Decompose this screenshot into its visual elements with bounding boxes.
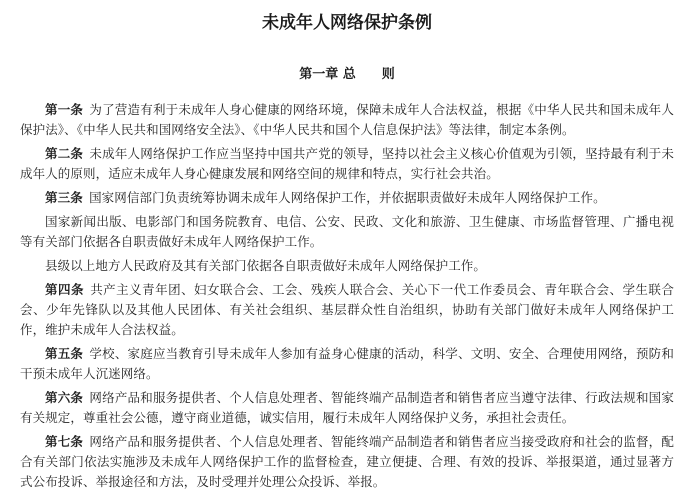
article-number: 第四条 [45, 282, 84, 297]
article-number: 第二条 [45, 146, 84, 161]
article-text: 县级以上地方人民政府及其有关部门依据各自职责做好未成年人网络保护工作。 [45, 258, 487, 273]
article-number: 第七条 [45, 434, 84, 449]
article-paragraph [20, 212, 674, 252]
article-number: 第一条 [45, 102, 84, 117]
article-number: 第五条 [45, 346, 84, 361]
document-title: 未成年人网络保护条例 [262, 13, 432, 33]
article-paragraph [20, 280, 674, 340]
article-number: 第六条 [45, 390, 84, 405]
article-text: 网络产品和服务提供者、个人信息处理者、智能终端产品制造者和销售者应当接受政府和社会的监督，配合有关部门依法实施涉及未成年人网络保护工作的监督检查，建立便捷、合理、有效的投诉、举报渠道，通过显著方式公布投诉、举报途径和方法，及时受理并处理公众投诉、举报。 [20, 434, 674, 489]
article-text: 未成年人网络保护工作应当坚持中国共产党的领导，坚持以社会主义核心价值观为引领，坚持最有利于未成年人的原则，适应未成年人身心健康发展和网络空间的规律和特点，实行社会共治。 [20, 146, 674, 181]
chapter-heading: 第一章 总 则 [299, 67, 395, 82]
article-paragraph [20, 256, 674, 276]
article-paragraph [20, 432, 674, 492]
article-paragraph [20, 100, 674, 140]
article-text: 为了营造有利于未成年人身心健康的网络环境，保障未成年人合法权益，根据《中华人民共和国未成年人保护法》、《中华人民共和国网络安全法》、《中华人民共和国个人信息保护法》等法律，制定本条例。 [20, 102, 674, 137]
article-paragraph [20, 144, 674, 184]
article-text: 共产主义青年团、妇女联合会、工会、残疾人联合会、关心下一代工作委员会、青年联合会、学生联合会、少年先锋队以及其他人民团体、有关社会组织、基层群众性自治组织，协助有关部门做好未成年人网络保护工作，维护未成年人合法权益。 [20, 282, 674, 337]
article-text: 国家新闻出版、电影部门和国务院教育、电信、公安、民政、文化和旅游、卫生健康、市场监督管理、广播电视等有关部门依据各自职责做好未成年人网络保护工作。 [20, 214, 674, 249]
article-text: 学校、家庭应当教育引导未成年人参加有益身心健康的活动，科学、文明、安全、合理使用网络，预防和干预未成年人沉迷网络。 [20, 346, 674, 381]
article-paragraph [20, 344, 674, 384]
article-list [20, 100, 674, 492]
article-paragraph [20, 188, 674, 208]
article-text: 国家网信部门负责统筹协调未成年人网络保护工作，并依据职责做好未成年人网络保护工作。 [89, 190, 606, 205]
article-text: 网络产品和服务提供者、个人信息处理者、智能终端产品制造者和销售者应当遵守法律、行政法规和国家有关规定，尊重社会公德，遵守商业道德，诚实信用，履行未成年人网络保护义务，承担社会责任。 [20, 390, 674, 425]
article-number: 第三条 [45, 190, 83, 205]
article-paragraph [20, 388, 674, 428]
